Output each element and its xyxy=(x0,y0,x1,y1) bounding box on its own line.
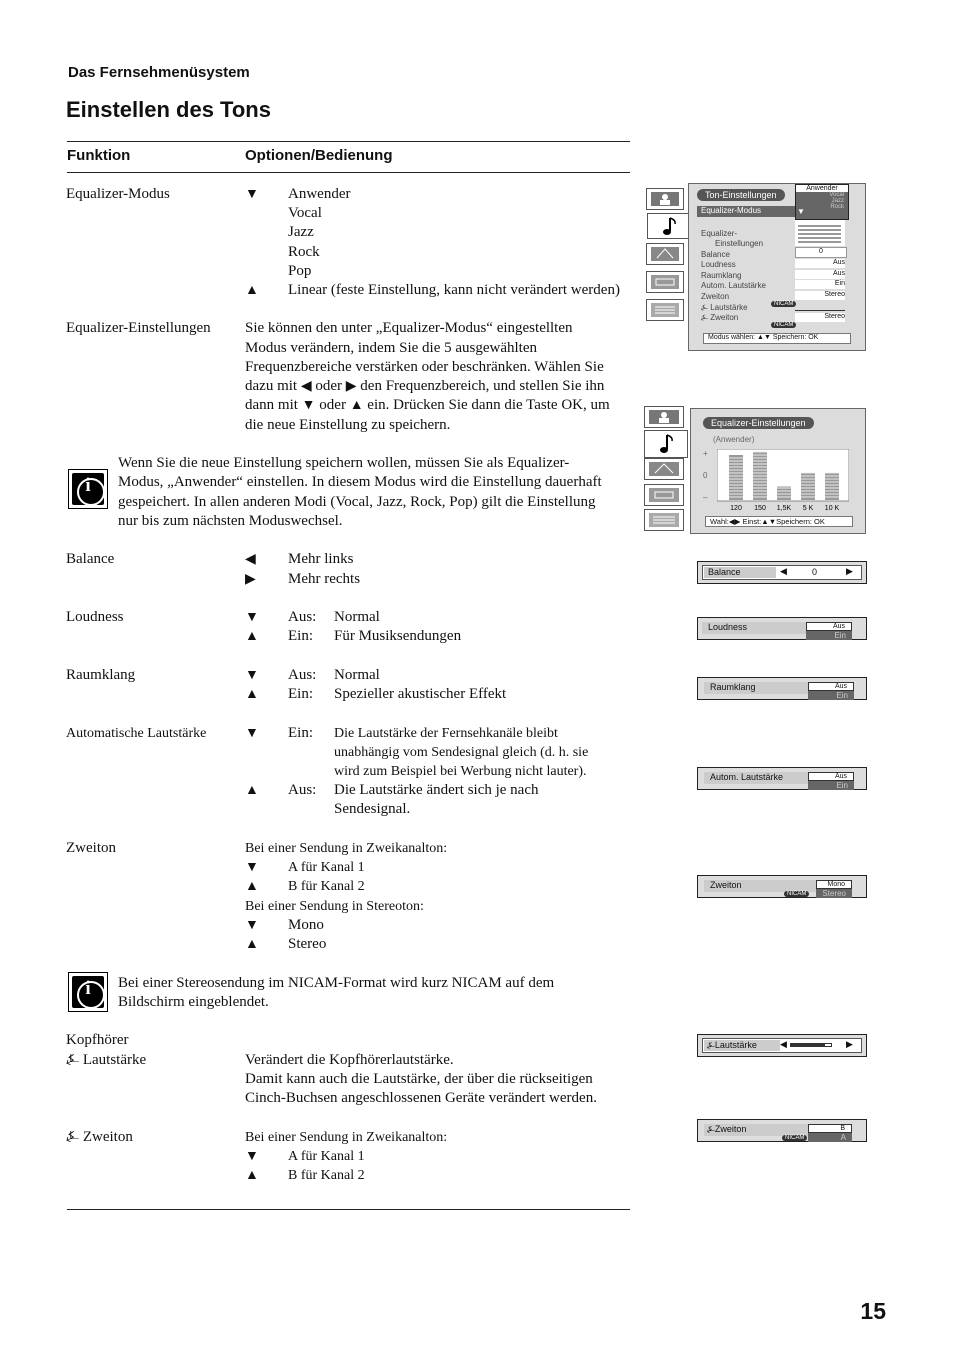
auto-volume-bar[interactable] xyxy=(697,767,867,790)
balance-value: 0 xyxy=(812,567,818,577)
headphone-icon: ⍼ xyxy=(66,1052,80,1068)
option-text: Bei einer Sendung in Zweikanalton: xyxy=(245,1130,448,1145)
row-label-dual-sound: Zweiton xyxy=(66,840,116,856)
list-icon xyxy=(644,509,684,531)
note-line: gespeichert. In allen anderen Modi (Vocal, Jazz, Rock, Pop) gilt die Einstellung xyxy=(118,494,596,510)
section-header: Das Fernsehmenüsystem xyxy=(68,64,250,81)
option-text: Pop xyxy=(288,263,312,279)
eq-band-bar[interactable] xyxy=(825,473,839,501)
up-arrow-icon: ▲ xyxy=(245,937,259,952)
description-line: Verändert die Kopfhörerlautstärke. xyxy=(245,1052,454,1068)
row-label-headphone-dual: ⍼ Zweiton xyxy=(66,1129,133,1145)
info-icon: i xyxy=(68,972,108,1012)
option-text: B für Kanal 2 xyxy=(288,879,365,894)
down-arrow-icon: ▼ xyxy=(245,187,259,202)
row-label-auto-volume: Automatische Lautstärke xyxy=(66,726,207,741)
row-label-headphone-volume: ⍼ Lautstärke xyxy=(66,1052,147,1068)
right-arrow-icon: ▶ xyxy=(245,572,256,587)
eq-band-label: 10 K xyxy=(824,505,840,511)
description-line: Sie können den unter „Equalizer-Modus“ eingestellten xyxy=(245,320,573,336)
headphone-icon: ⍼ xyxy=(707,1040,715,1050)
menu-item[interactable]: Autom. Lautstärke xyxy=(701,281,766,290)
eq-band-label: 1,5K xyxy=(776,505,792,511)
nicam-badge: NICAM xyxy=(771,313,796,331)
description-line: dazu mit ◀ oder ▶ den Frequenzbereich, und stellen Sie ihn xyxy=(245,378,605,394)
mini-equalizer-graph xyxy=(795,220,845,246)
headphone-icon: ⍼ xyxy=(707,1124,715,1134)
menu-item[interactable]: Raumklang xyxy=(701,271,742,280)
auto-volume-value: Ein xyxy=(795,280,845,289)
features-icon xyxy=(646,243,684,265)
option-key: Ein: xyxy=(288,686,313,702)
headphone-dual-bar[interactable] xyxy=(697,1119,867,1142)
option-key: Aus: xyxy=(288,782,317,798)
down-arrow-icon: ▼ xyxy=(797,207,805,216)
down-arrow-icon: ▼ xyxy=(301,398,316,413)
option-selected[interactable]: Aus xyxy=(808,682,854,691)
left-arrow-icon: ◀ xyxy=(300,379,312,394)
headphone-dual-value: Stereo xyxy=(795,313,845,322)
description-line: dann mit ▼ oder ▲ ein. Drücken Sie dann die Taste OK, um xyxy=(245,397,610,413)
equalizer-graph xyxy=(717,449,849,511)
option-text: Bei einer Sendung in Zweikanalton: xyxy=(245,841,448,856)
option-text: Für Musiksendungen xyxy=(334,628,462,644)
option-selected[interactable]: Mono xyxy=(816,880,852,889)
option-text: wird zum Beispiel bei Werbung nicht lauter). xyxy=(334,764,587,779)
option-text: Mono xyxy=(288,917,324,933)
down-arrow-icon: ▼ xyxy=(245,1149,259,1164)
headphone-icon: ⍼ xyxy=(66,1129,80,1145)
option-text: Mehr rechts xyxy=(288,571,361,587)
eq-minus-label: – xyxy=(703,493,708,502)
column-header-options: Optionen/Bedienung xyxy=(245,147,393,164)
eq-mode-label: (Anwender) xyxy=(713,435,755,444)
option-text: A für Kanal 1 xyxy=(288,860,365,875)
music-note-icon xyxy=(644,430,688,458)
up-arrow-icon: ▲ xyxy=(245,1168,259,1183)
bar-label: ⍼Lautstärke xyxy=(704,1040,780,1051)
dropdown-option[interactable]: Jazz xyxy=(831,198,844,204)
osd-panel xyxy=(690,408,866,534)
menu-item[interactable]: Balance xyxy=(701,250,730,259)
menu-item[interactable]: Einstellungen xyxy=(715,239,764,248)
option-text: Die Lautstärke ändert sich je nach xyxy=(334,782,539,798)
option-key: Aus: xyxy=(288,667,317,683)
eq-band-label: 150 xyxy=(754,505,766,511)
row-label-equalizer-mode: Equalizer-Modus xyxy=(66,186,170,202)
option-key: Aus: xyxy=(288,609,317,625)
row-label-headphone: Kopfhörer xyxy=(66,1032,129,1048)
option-text: Die Lautstärke der Fernsehkanäle bleibt xyxy=(334,726,558,741)
left-arrow-icon[interactable]: ◀ xyxy=(780,1039,787,1049)
bar-label: Raumklang xyxy=(704,682,808,694)
right-arrow-icon[interactable]: ▶ xyxy=(846,1039,853,1049)
surround-value: Aus xyxy=(795,270,845,279)
osd-footer: Wahl:◀▶ Einst:▲▼Speichern: OK xyxy=(705,516,853,527)
up-arrow-icon: ▲ xyxy=(245,879,259,894)
menu-item[interactable]: Loudness xyxy=(701,260,736,269)
list-icon xyxy=(646,299,684,321)
option[interactable]: Ein xyxy=(808,691,854,700)
option-text: unabhängig vom Sendesignal gleich (d. h. sie xyxy=(334,745,589,760)
option-text: Normal xyxy=(334,667,380,683)
setup-icon xyxy=(644,484,684,506)
option-text: Mehr links xyxy=(288,551,354,567)
option-text: B für Kanal 2 xyxy=(288,1168,365,1183)
option[interactable]: A xyxy=(808,1133,852,1142)
option-text: Bei einer Sendung in Stereoton: xyxy=(245,899,424,914)
description-line: die neue Einstellung zu speichern. xyxy=(245,417,451,433)
headphone-icon: ⍼ xyxy=(701,313,708,322)
nicam-badge: NICAM xyxy=(782,1126,807,1144)
option-selected[interactable]: Aus xyxy=(808,772,854,781)
nicam-badge: NICAM xyxy=(771,292,796,310)
down-arrow-icon: ▼ xyxy=(245,668,259,683)
option[interactable]: Stereo xyxy=(816,889,852,898)
bar-label: Autom. Lautstärke xyxy=(704,772,808,784)
dropdown-option-selected[interactable]: Anwender xyxy=(796,185,848,192)
left-arrow-icon[interactable]: ◀ xyxy=(780,566,787,576)
setup-icon xyxy=(646,271,684,293)
up-arrow-icon: ▲ xyxy=(245,283,259,298)
up-arrow-icon: ▲ xyxy=(245,629,259,644)
volume-slider-fill xyxy=(791,1044,825,1046)
option[interactable]: Ein xyxy=(806,631,852,640)
down-arrow-icon: ▼ xyxy=(245,918,259,933)
option-text: Vocal xyxy=(288,205,322,221)
left-arrow-icon: ◀ xyxy=(245,552,256,567)
balance-value: 0 xyxy=(795,247,847,258)
eq-band-label: 5 K xyxy=(802,505,814,511)
divider xyxy=(67,172,630,173)
eq-zero-label: 0 xyxy=(703,471,708,480)
osd-panel xyxy=(688,183,866,351)
right-arrow-icon: ▶ xyxy=(345,379,357,394)
info-icon: i xyxy=(68,469,108,509)
bar-label: Loudness xyxy=(702,622,806,634)
dropdown-option[interactable]: Vocal xyxy=(829,192,844,198)
row-label-surround: Raumklang xyxy=(66,667,136,683)
description-line: Damit kann auch die Lautstärke, der über die rückseitigen xyxy=(245,1071,593,1087)
osd-title: Ton-Einstellungen xyxy=(697,189,785,201)
menu-item[interactable]: Equalizer- xyxy=(701,229,738,238)
column-header-function: Funktion xyxy=(67,147,131,164)
volume-slider-track[interactable] xyxy=(790,1043,832,1047)
option-text: Sendesignal. xyxy=(334,801,411,817)
divider xyxy=(67,1209,630,1210)
option-key: Ein: xyxy=(288,628,313,644)
menu-item[interactable]: ⍼ Lautstärke xyxy=(701,303,748,312)
dual-sound-bar[interactable] xyxy=(697,875,867,898)
option-text: A für Kanal 1 xyxy=(288,1149,365,1164)
osd-title: Equalizer-Einstellungen xyxy=(703,417,814,429)
music-note-icon xyxy=(647,213,691,239)
note-line: Wenn Sie die neue Einstellung speichern wollen, müssen Sie als Equalizer- xyxy=(118,455,570,471)
eq-band-label: 120 xyxy=(730,505,742,511)
nicam-badge: NICAM xyxy=(784,882,809,900)
note-line: nur bis zum nächsten Moduswechsel. xyxy=(118,513,343,529)
up-arrow-icon: ▲ xyxy=(349,398,364,413)
menu-item-selected[interactable]: Equalizer-Modus xyxy=(697,206,801,217)
page-title: Einstellen des Tons xyxy=(66,97,271,122)
option-text: Jazz xyxy=(288,224,314,240)
note-line: Modus, „Anwender“ einstellen. In diesem Modus wird die Einstellung dauerhaft xyxy=(118,474,602,490)
row-label-balance: Balance xyxy=(66,551,115,567)
option-text: Spezieller akustischer Effekt xyxy=(334,686,507,702)
right-arrow-icon[interactable]: ▶ xyxy=(846,566,853,576)
surround-bar[interactable] xyxy=(697,677,867,700)
dual-value: Stereo xyxy=(795,291,845,300)
bar-label: ⍼Zweiton xyxy=(704,1124,808,1136)
down-arrow-icon: ▼ xyxy=(245,860,259,875)
loudness-value: Aus xyxy=(795,259,845,268)
features-icon xyxy=(644,458,684,480)
description-line: Cinch-Buchsen angeschlossenen Geräte verändert werden. xyxy=(245,1090,597,1106)
option-text: Anwender xyxy=(288,186,351,202)
menu-item[interactable]: ⍼ Zweiton xyxy=(701,313,739,322)
row-label-loudness: Loudness xyxy=(66,609,124,625)
note-line: Bei einer Stereosendung im NICAM-Format wird kurz NICAM auf dem xyxy=(118,975,555,991)
option[interactable]: Ein xyxy=(808,781,854,790)
headphone-icon: ⍼ xyxy=(701,303,708,312)
option-text: Stereo xyxy=(288,936,327,952)
page-number: 15 xyxy=(860,1298,886,1324)
eq-band-bar[interactable] xyxy=(777,487,791,501)
dropdown-option[interactable]: Rock xyxy=(830,204,844,210)
description-line: Frequenzbereiche verstärken oder beschränken. Wählen Sie xyxy=(245,359,604,375)
up-arrow-icon: ▲ xyxy=(245,687,259,702)
osd-sound-settings xyxy=(640,183,866,351)
note-line: Bildschirm eingeblendet. xyxy=(118,994,269,1010)
down-arrow-icon: ▼ xyxy=(245,610,259,625)
description-line: Modus verändern, indem Sie die 5 ausgewählten xyxy=(245,340,538,356)
headphone-volume-bar[interactable] xyxy=(697,1034,867,1057)
balance-bar[interactable] xyxy=(697,561,867,584)
headphone-volume-slider[interactable] xyxy=(795,304,845,311)
eq-plus-label: + xyxy=(703,449,708,458)
osd-equalizer-settings xyxy=(638,404,868,534)
bar-label: Zweiton xyxy=(704,880,816,892)
down-arrow-icon: ▼ xyxy=(245,726,259,741)
up-arrow-icon: ▲ xyxy=(245,783,259,798)
eq-band-bar[interactable] xyxy=(729,455,743,500)
loudness-bar[interactable] xyxy=(697,617,867,640)
eq-band-bar[interactable] xyxy=(801,473,815,501)
row-label-equalizer-settings: Equalizer-Einstellungen xyxy=(66,320,211,336)
bar-label: Balance xyxy=(704,567,776,578)
person-icon xyxy=(644,406,684,428)
option-text: Linear (feste Einstellung, kann nicht verändert werden) xyxy=(288,282,620,298)
option-key: Ein: xyxy=(288,725,313,741)
menu-item[interactable]: Zweiton xyxy=(701,292,730,301)
option-selected[interactable]: B xyxy=(808,1124,852,1133)
option-selected[interactable]: Aus xyxy=(806,622,852,631)
option-text: Normal xyxy=(334,609,380,625)
person-icon xyxy=(646,188,684,210)
divider xyxy=(67,141,630,142)
option-text: Rock xyxy=(288,244,320,260)
osd-footer: Modus wählen: ▲▼ Speichern: OK xyxy=(703,333,851,344)
